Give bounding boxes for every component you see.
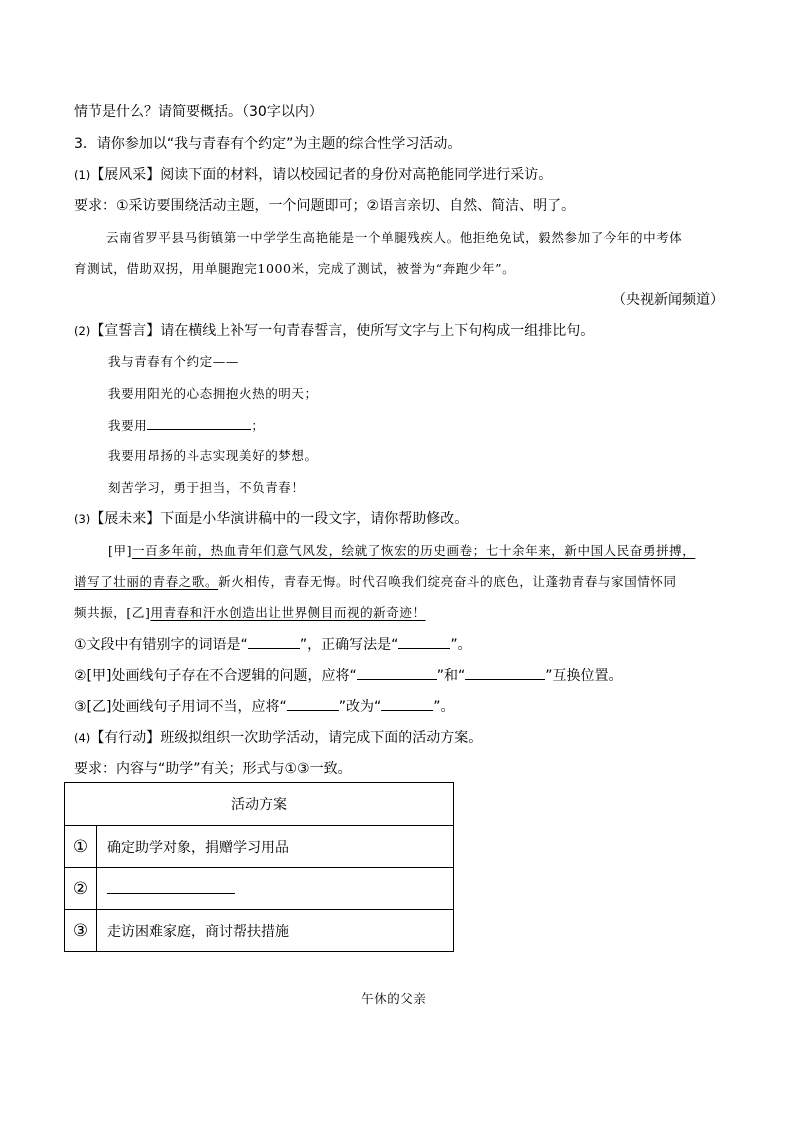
passage-line-1 bbox=[108, 542, 695, 560]
passage-yi-underlined: 用青春和汗水创造出让世界侧目而视的新奇迹！ bbox=[150, 605, 426, 620]
row-text: 确定助学对象，捐赠学习用品 bbox=[97, 826, 454, 868]
sub-2-text-a: ②[甲]处画线句子存在不合逻辑的问题，应将“ bbox=[74, 668, 357, 684]
row-text: 走访困难家庭，商讨帮扶措施 bbox=[97, 910, 454, 952]
sub-2-text-b: ”和“ bbox=[436, 668, 466, 684]
passage-jia-underlined-2: 谱写了壮丽的青春之歌。 bbox=[74, 574, 219, 589]
part-2-number: (2) bbox=[74, 324, 91, 338]
row-number: ② bbox=[65, 868, 97, 910]
part-4-prompt bbox=[74, 729, 482, 747]
passage-line-2 bbox=[74, 573, 677, 591]
sub-2-blank-first[interactable] bbox=[357, 666, 437, 680]
oath-line-1: 我要用阳光的心态拥抱火热的明天； bbox=[108, 386, 318, 401]
sub-3-text-c: ”。 bbox=[433, 699, 455, 715]
intro-line: 情节是什么？请简要概括。（30字以内） bbox=[74, 104, 323, 120]
sub-1-blank-correct[interactable] bbox=[398, 635, 450, 649]
part-4-text: 【有行动】班级拟组织一次助学活动，请完成下面的活动方案。 bbox=[90, 730, 483, 746]
sub-question-3 bbox=[74, 697, 455, 716]
passage-line-3-prefix: 频共振， bbox=[74, 605, 127, 620]
passage-jia-underlined-1: 一百多年前，热血青年们意气风发，绘就了恢宏的历史画卷；七十余年来，新中国人民奋勇拼搏， bbox=[132, 543, 696, 558]
table-row bbox=[65, 826, 454, 868]
part-3-prompt bbox=[74, 510, 468, 528]
table-header: 活动方案 bbox=[65, 783, 454, 826]
part-4-requirement: 要求：内容与“助学”有关；形式与①③一致。 bbox=[74, 761, 352, 777]
sub-1-text-a: ①文段中有错别字的词语是“ bbox=[74, 637, 248, 653]
oath-line-2-prefix: 我要用 bbox=[108, 418, 148, 433]
table-row bbox=[65, 868, 454, 910]
sub-3-blank-from[interactable] bbox=[287, 697, 339, 711]
oath-line-3: 我要用昂扬的斗志实现美好的梦想。 bbox=[108, 448, 318, 463]
material-line-1: 云南省罗平县马街镇第一中学学生高艳能是一个单腿残疾人。他拒绝免试，毅然参加了今年的中考体 bbox=[106, 230, 683, 245]
part-3-number: (3) bbox=[74, 512, 91, 526]
sub-1-blank-wrong[interactable] bbox=[248, 635, 300, 649]
sub-2-blank-second[interactable] bbox=[465, 666, 545, 680]
row-number: ③ bbox=[65, 910, 97, 952]
plan-answer-blank[interactable] bbox=[107, 880, 235, 894]
row-number: ① bbox=[65, 826, 97, 868]
sub-question-1 bbox=[74, 635, 472, 654]
sub-1-text-c: ”。 bbox=[450, 637, 472, 653]
material-line-2: 育测试，借助双拐，用单腿跑完1000米，完成了测试，被誉为“奔跑少年”。 bbox=[74, 261, 516, 276]
part-1-requirement: 要求：①采访要围绕活动主题，一个问题即可；②语言亲切、自然、简洁、明了。 bbox=[74, 198, 576, 214]
part-2-prompt bbox=[74, 322, 594, 340]
row-answer-cell bbox=[97, 868, 454, 910]
table-row bbox=[65, 910, 454, 952]
passage-line-2-rest: 新火相传，青春无悔。时代召唤我们绽亮奋斗的底色，让蓬勃青春与家国情怀同 bbox=[218, 574, 677, 589]
sub-question-2 bbox=[74, 666, 623, 685]
oath-line-2 bbox=[108, 416, 264, 435]
sub-2-text-c: ”互换位置。 bbox=[545, 668, 623, 684]
oath-answer-blank[interactable] bbox=[147, 416, 251, 430]
table-header-row bbox=[65, 783, 454, 826]
sub-3-blank-to[interactable] bbox=[381, 697, 433, 711]
passage-line-3 bbox=[74, 604, 426, 622]
part-4-number: (4) bbox=[74, 731, 91, 745]
sub-3-text-a: ③[乙]处画线句子用词不当，应将“ bbox=[74, 699, 287, 715]
part-1-number: (1) bbox=[74, 168, 91, 182]
oath-line-2-suffix: ； bbox=[251, 418, 265, 433]
sub-1-text-b: ”，正确写法是“ bbox=[299, 637, 399, 653]
question-3-title: 3．请你参加以“我与青春有个约定”为主题的综合性学习活动。 bbox=[74, 136, 462, 152]
part-1-prompt bbox=[74, 166, 552, 184]
next-passage-title: 午休的父亲 bbox=[361, 991, 427, 1006]
activity-plan-table bbox=[64, 782, 454, 952]
oath-intro: 我与青春有个约定—— bbox=[108, 354, 240, 369]
material-source: （央视新闻频道） bbox=[612, 292, 724, 308]
passage-jia-tag: [甲] bbox=[108, 543, 133, 558]
part-2-text: 【宣誓言】请在横线上补写一句青春誓言，使所写文字与上下句构成一组排比句。 bbox=[90, 323, 595, 339]
passage-yi-tag: [乙] bbox=[126, 605, 151, 620]
part-3-text: 【展未来】下面是小华演讲稿中的一段文字，请你帮助修改。 bbox=[90, 511, 469, 527]
oath-line-4: 刻苦学习，勇于担当，不负青春！ bbox=[108, 480, 305, 495]
sub-3-text-b: ”改为“ bbox=[338, 699, 382, 715]
part-1-text: 【展风采】阅读下面的材料，请以校园记者的身份对高艳能同学进行采访。 bbox=[90, 167, 553, 183]
